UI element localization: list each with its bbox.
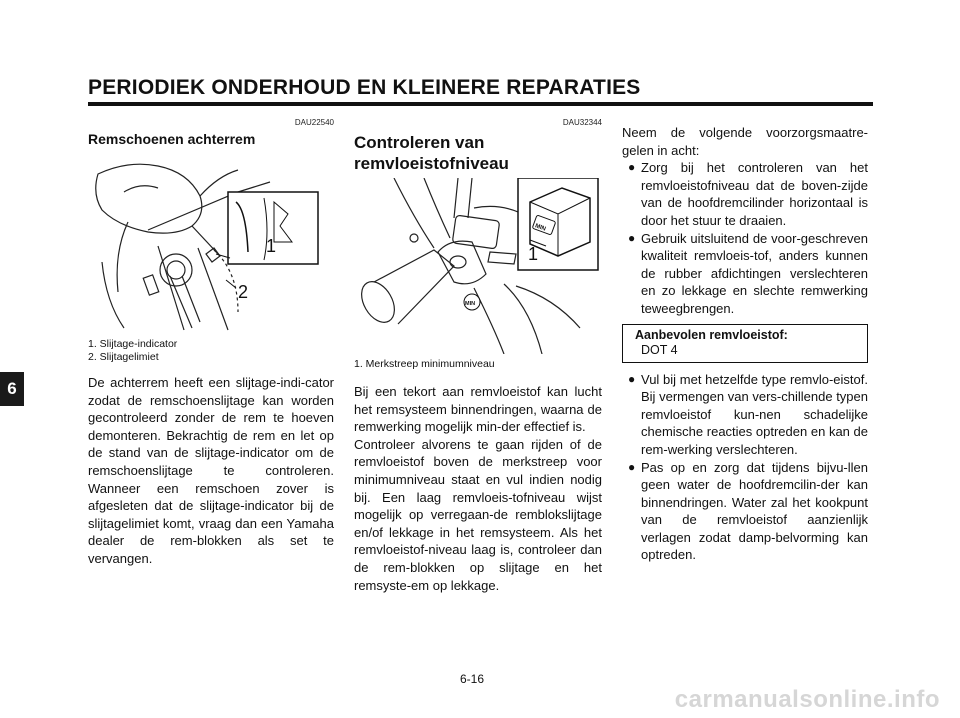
body-paragraph: De achterrem heeft een slijtage-indi-cator zodat de remschoenslijtage kan worden gecontroleerd zonder de rem te hoeven demonteren. Bekrachtig de rem en let op de stand van de slijtage-indicator om de remschoenslijtage te controleren. Wanneer een remschoen zover is afgesleten dat de slijtage-indicator bij de slijtagelimiet komt, vraag dan een Yamaha dealer de rem-blokken als set te vervangen. [88, 375, 334, 566]
precautions-list-top [622, 159, 868, 317]
caption-2: 2. Slijtagelimiet [88, 351, 159, 363]
list-item: ● Gebruik uitsluitend de voor-geschreven kwaliteit remvloeis-tof, anders kunnen de rubber afdichtingen verslechteren en zo lekkage en slechte remwerking teweegbrengen. [628, 230, 868, 316]
middle-column [354, 118, 602, 594]
caption-1: 1. Merkstreep minimumniveau [354, 358, 495, 370]
recommended-fluid-title: Aanbevolen remvloeistof: [635, 327, 788, 342]
section-code: DAU32344 [562, 118, 602, 127]
bullet-icon: ● [628, 230, 636, 245]
body-paragraph-1: Bij een tekort aan remvloeistof kan lucht het remsysteem binnendringen, waarna de remwerking mogelijk min-der effectief is. [354, 384, 602, 435]
figure-label-2: 2 [238, 282, 249, 302]
brake-reservoir-illustration [354, 178, 602, 354]
section-code: DAU22540 [294, 118, 334, 127]
list-item: ● Pas op en zorg dat tijdens bijvu-llen geen water de hoofdremcilin-der kan binnendringen. Water zal het kookpunt van de remvloeistof aanzienlijk verlagen zodat damp-belvorming kan optreden. [628, 459, 868, 563]
left-column [88, 118, 334, 568]
page-header: PERIODIEK ONDERHOUD EN KLEINERE REPARATIES [88, 76, 873, 106]
figure-label-1: 1 [528, 244, 539, 264]
body-paragraph-2: Controleer alvorens te gaan rijden of de remvloeistof boven de merkstreep voor minimumniveau staat en vul indien nodig bij. Een laag remvloeis-tofniveau wijst mogelijk op verregaan-de remblokslijtage en/of lekkage in het remsysteem. Als het remvloeistof-niveau laag is, controleer dan de rem-blokken op slijtage en het remsyste-em op lekkage. [354, 436, 602, 593]
bullet-icon: ● [628, 160, 636, 175]
list-item: ● Vul bij met hetzelfde type remvlo-eistof. Bij vermengen van vers-chillende typen remvloeistof kun-nen schadelijke chemische reacties optreden en kan de rem-werking verslechteren. [628, 371, 868, 457]
sight-glass-min-mark: MIN [465, 301, 476, 307]
recommended-fluid-box [622, 324, 868, 363]
brake-wear-illustration [88, 152, 324, 334]
page-number: 6-16 [460, 672, 485, 686]
chapter-tab[interactable]: 6 [0, 372, 24, 406]
caption-1: 1. Slijtage-indicator [88, 338, 178, 350]
reservoir-min-mark: MIN [534, 223, 547, 233]
figure-label-1: 1 [266, 236, 277, 256]
right-column [622, 124, 868, 564]
figure-brake-fluid-reservoir [354, 178, 602, 354]
recommended-fluid-value: DOT 4 [641, 342, 678, 357]
list-item: ● Zorg bij het controleren van het remvloeistofniveau dat de boven-zijde van de hoofdremcilinder horizontaal is door het stuur te draaien. [628, 160, 868, 228]
watermark: carmanualsonline.info [674, 686, 940, 713]
figure-brake-wear-indicator [88, 152, 324, 334]
precautions-list-bottom [622, 371, 868, 565]
bullet-icon: ● [628, 371, 636, 386]
bullet-icon: ● [628, 459, 636, 474]
section-title-rear-brake-shoes: Remschoenen achterrem [88, 131, 256, 147]
precautions-intro: Neem de volgende voorzorgsmaatre-gelen in acht: [622, 125, 868, 158]
section-title-brake-fluid-level: Controleren van remvloeistofniveau [354, 133, 509, 173]
